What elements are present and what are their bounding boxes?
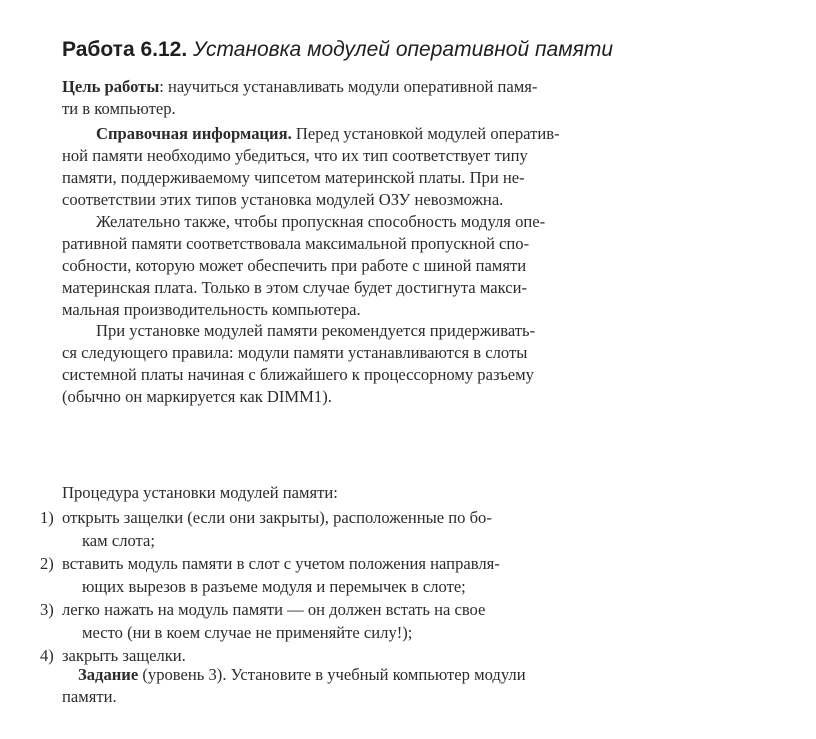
bandwidth-line-1: Желательно также, чтобы пропускная способность модуля опе- bbox=[96, 212, 546, 231]
procedure-steps-list bbox=[40, 507, 660, 669]
step-marker: 4) bbox=[40, 646, 54, 665]
goal-line-2: ти в компьютер. bbox=[62, 99, 176, 118]
work-title bbox=[62, 38, 613, 62]
reference-paragraph bbox=[62, 123, 682, 211]
reference-line-1: Справочная информация. Перед установкой модулей оператив- bbox=[96, 124, 560, 143]
rule-paragraph bbox=[62, 320, 682, 408]
list-item: 1) открыть защелки (если они закрыты), расположенные по бо- кам слота; bbox=[40, 508, 492, 550]
rule-line-2: ся следующего правила: модули памяти устанавливаются в слоты bbox=[62, 343, 528, 362]
work-number: Работа 6.12. bbox=[62, 38, 188, 61]
bandwidth-line-3: собности, которую может обеспечить при работе с шиной памяти bbox=[62, 256, 527, 275]
list-item: 4) закрыть защелки. bbox=[40, 645, 660, 668]
rule-line-1: При установке модулей памяти рекомендуется придерживать- bbox=[96, 321, 536, 340]
rule-line-3: системной платы начиная с ближайшего к процессорному разъему bbox=[62, 365, 534, 384]
task-label: Задание bbox=[78, 665, 139, 684]
task-paragraph bbox=[62, 664, 682, 708]
rule-line-4: (обычно он маркируется как DIMM1). bbox=[62, 387, 332, 406]
step-marker: 2) bbox=[40, 554, 54, 573]
procedure-heading: Процедура установки модулей памяти: bbox=[62, 483, 338, 502]
bandwidth-line-5: мальная производительность компьютера. bbox=[62, 300, 361, 319]
reference-line-4: соответствии этих типов установка модулей ОЗУ невозможна. bbox=[62, 190, 504, 209]
goal-line-1: Цель работы: научиться устанавливать модули оперативной памя- bbox=[62, 77, 538, 96]
list-item: 3) легко нажать на модуль памяти — он должен встать на свое место (ни в коем случае не применяйте силу!); bbox=[40, 600, 486, 642]
task-line-2: памяти. bbox=[62, 687, 117, 706]
step-marker: 3) bbox=[40, 600, 54, 619]
work-name: Установка модулей оперативной памяти bbox=[193, 38, 613, 61]
reference-line-2: ной памяти необходимо убедиться, что их тип соответствует типу bbox=[62, 146, 528, 165]
task-line-1: Задание (уровень 3). Установите в учебный компьютер модули bbox=[78, 665, 526, 684]
bandwidth-line-4: материнская плата. Только в этом случае будет достигнута макси- bbox=[62, 278, 527, 297]
bandwidth-line-2: ративной памяти соответствовала максимальной пропускной спо- bbox=[62, 234, 530, 253]
goal-paragraph bbox=[62, 76, 682, 120]
reference-label: Справочная информация. bbox=[96, 124, 292, 143]
reference-line-3: памяти, поддерживаемому чипсетом материнской платы. При не- bbox=[62, 168, 525, 187]
bandwidth-paragraph bbox=[62, 211, 682, 321]
step-marker: 1) bbox=[40, 508, 54, 527]
goal-label: Цель работы bbox=[62, 77, 160, 96]
list-item: 2) вставить модуль памяти в слот с учетом положения направля- ющих вырезов в разъеме модуля и перемычек в слоте; bbox=[40, 554, 500, 596]
